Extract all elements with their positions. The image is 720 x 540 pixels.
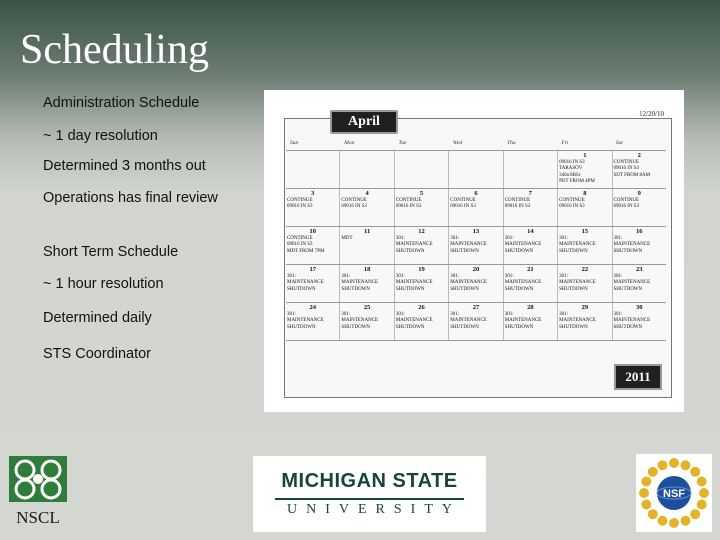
calendar-day-event: CONTINUE 09016 IN S3 bbox=[341, 198, 367, 210]
calendar-day-event: 301: MAINTENANCE SHUTDOWN bbox=[613, 312, 651, 330]
calendar-day-event: CONTINUE 09016 IN S3 bbox=[504, 198, 531, 210]
calendar-day-number: 8 bbox=[583, 190, 587, 197]
calendar-day-cell bbox=[286, 303, 339, 340]
calendar-day-cell bbox=[503, 189, 557, 226]
calendar-day-number: 11 bbox=[364, 228, 371, 235]
bullet-item: Operations has final review bbox=[43, 190, 218, 206]
calendar-day-cell bbox=[286, 265, 339, 302]
bullet-item: Administration Schedule bbox=[43, 95, 200, 111]
nsf-globe-icon bbox=[636, 454, 712, 532]
bullet-item: STS Coordinator bbox=[43, 346, 151, 362]
calendar-week-row bbox=[286, 302, 666, 340]
calendar-day-event: 301: MAINTENANCE SHUTDOWN bbox=[450, 312, 487, 330]
msu-logo-line2: UNIVERSITY bbox=[287, 502, 461, 517]
calendar-day-cell bbox=[448, 265, 502, 302]
calendar-day-event: MDT bbox=[341, 236, 353, 241]
calendar-day-event: CONTINUE 09016 IN S3 MDT FROM 7PM bbox=[287, 236, 325, 254]
weekday-header: Sat bbox=[615, 140, 623, 146]
calendar-day-cell bbox=[286, 227, 339, 264]
calendar-day-number: 28 bbox=[527, 304, 534, 311]
calendar-day-number: 6 bbox=[474, 190, 478, 197]
nscl-logo bbox=[9, 456, 67, 528]
calendar-day-number: 3 bbox=[311, 190, 315, 197]
calendar-day-cell bbox=[394, 189, 448, 226]
nsf-ray-icon bbox=[699, 488, 709, 498]
calendar-day-number: 16 bbox=[635, 228, 643, 235]
calendar-day-cell bbox=[286, 151, 339, 188]
calendar-day-cell bbox=[394, 303, 448, 340]
calendar-day-event: CONTINUE 09016 IN S3 bbox=[287, 198, 313, 210]
calendar-day-cell bbox=[612, 189, 666, 226]
msu-logo bbox=[253, 456, 486, 532]
calendar-day-event: 301: MAINTENANCE SHUTDOWN bbox=[395, 274, 433, 292]
calendar-week-row bbox=[286, 188, 666, 226]
calendar-day-number: 13 bbox=[472, 228, 480, 235]
weekday-header: Sun bbox=[290, 140, 299, 146]
calendar-day-cell bbox=[503, 227, 557, 264]
nsf-ray-icon bbox=[658, 516, 668, 526]
calendar-day-cell bbox=[503, 265, 557, 302]
nsf-logo bbox=[636, 454, 712, 532]
calendar-day-event: 301: MAINTENANCE SHUTDOWN bbox=[341, 312, 379, 330]
calendar-day-cell bbox=[448, 151, 502, 188]
calendar-day-event: CONTINUE 09016 IN S3 bbox=[613, 198, 640, 210]
nscl-swirl-icon bbox=[9, 456, 67, 528]
calendar-week-row bbox=[286, 264, 666, 302]
calendar-day-event: 301: MAINTENANCE SHUTDOWN bbox=[287, 274, 324, 292]
nsf-ray-icon bbox=[658, 460, 668, 470]
nsf-ray-icon bbox=[648, 509, 658, 519]
nsf-ray-icon bbox=[697, 500, 707, 510]
weekday-header: Mon bbox=[344, 140, 355, 146]
calendar-day-number: 9 bbox=[637, 190, 641, 197]
calendar-day-cell bbox=[339, 189, 393, 226]
weekday-header: Tue bbox=[398, 140, 407, 146]
calendar-day-number: 12 bbox=[418, 228, 425, 235]
calendar-day-number: 15 bbox=[581, 228, 589, 235]
calendar-day-number: 2 bbox=[637, 152, 641, 159]
calendar-day-cell bbox=[448, 227, 502, 264]
nsf-ray-icon bbox=[697, 477, 707, 487]
nsf-ray-icon bbox=[681, 516, 691, 526]
weekday-header-row bbox=[286, 140, 666, 150]
nsf-ray-icon bbox=[690, 467, 700, 477]
calendar-day-event: 09016 IN S3 TARASOV 340a 8BSc PDT FROM 4PM bbox=[559, 160, 595, 185]
calendar-day-number: 29 bbox=[581, 304, 589, 311]
nscl-logo-text: NSCL bbox=[16, 508, 60, 527]
calendar-day-event: 301: MAINTENANCE SHUTDOWN bbox=[504, 236, 542, 254]
calendar-day-event: 301: MAINTENANCE SHUTDOWN bbox=[395, 312, 433, 330]
calendar-day-event: 301: MAINTENANCE SHUTDOWN bbox=[504, 312, 542, 330]
nsf-ray-icon bbox=[641, 500, 651, 510]
calendar-day-event: 301: MAINTENANCE SHUTDOWN bbox=[559, 274, 596, 292]
calendar-day-cell bbox=[394, 151, 448, 188]
calendar-day-event: 301: MAINTENANCE SHUTDOWN bbox=[395, 236, 433, 254]
msu-logo-rule bbox=[275, 498, 464, 500]
calendar-day-event: CONTINUE 09016 IN S3 bbox=[450, 198, 476, 210]
nsf-ray-icon bbox=[648, 467, 658, 477]
calendar-day-number: 23 bbox=[635, 266, 643, 273]
calendar-day-number: 4 bbox=[365, 190, 369, 197]
calendar-day-cell bbox=[557, 151, 611, 188]
calendar-day-cell bbox=[448, 189, 502, 226]
calendar-day-event: 301: MAINTENANCE SHUTDOWN bbox=[287, 312, 324, 330]
calendar-day-cell bbox=[612, 227, 666, 264]
bullet-item: ~ 1 day resolution bbox=[43, 128, 158, 144]
calendar-day-cell bbox=[394, 265, 448, 302]
calendar-day-event: 301: MAINTENANCE SHUTDOWN bbox=[450, 236, 487, 254]
calendar-day-number: 19 bbox=[418, 266, 425, 273]
calendar-day-event: CONTINUE 09016 IN S3 SDT FROM 8AM bbox=[613, 160, 651, 178]
calendar-day-number: 24 bbox=[309, 304, 316, 311]
nsf-ray-icon bbox=[639, 488, 649, 498]
msu-logo-line1: MICHIGAN STATE bbox=[281, 470, 458, 492]
calendar-day-cell bbox=[286, 189, 339, 226]
bullet-item: Determined 3 months out bbox=[43, 158, 206, 174]
calendar-day-cell bbox=[557, 265, 611, 302]
calendar-day-cell bbox=[557, 189, 611, 226]
calendar-day-event: 301: MAINTENANCE SHUTDOWN bbox=[559, 236, 596, 254]
calendar-day-cell bbox=[503, 303, 557, 340]
calendar-bottom-rule bbox=[286, 340, 666, 341]
calendar-day-number: 30 bbox=[635, 304, 643, 311]
calendar-day-number: 18 bbox=[363, 266, 371, 273]
calendar-day-event: 301: MAINTENANCE SHUTDOWN bbox=[613, 274, 651, 292]
nsf-ray-icon bbox=[669, 518, 679, 528]
calendar-date-stamp: 12/20/10 bbox=[639, 110, 664, 118]
calendar-day-event: CONTINUE 09016 IN S3 bbox=[395, 198, 422, 210]
calendar-day-event: 301: MAINTENANCE SHUTDOWN bbox=[450, 274, 487, 292]
calendar-day-number: 10 bbox=[309, 228, 316, 235]
calendar-day-number: 27 bbox=[472, 304, 480, 311]
bullet-item: Short Term Schedule bbox=[43, 244, 179, 260]
bullet-item: Determined daily bbox=[43, 310, 152, 326]
calendar-day-number: 25 bbox=[363, 304, 371, 311]
calendar-day-number: 5 bbox=[419, 190, 424, 197]
calendar-day-cell bbox=[448, 303, 502, 340]
weekday-header: Fri bbox=[561, 140, 569, 146]
calendar-day-event: 301: MAINTENANCE SHUTDOWN bbox=[559, 312, 596, 330]
calendar-day-event: 301: MAINTENANCE SHUTDOWN bbox=[504, 274, 542, 292]
weekday-header: Thu bbox=[507, 140, 516, 146]
nsf-ray-icon bbox=[641, 477, 651, 487]
calendar-week-row bbox=[286, 226, 666, 264]
calendar-day-cell bbox=[339, 151, 393, 188]
nsf-logo-text: NSF bbox=[663, 488, 685, 500]
calendar-day-number: 14 bbox=[527, 228, 534, 235]
nsf-ray-icon bbox=[669, 458, 679, 468]
calendar-day-number: 20 bbox=[472, 266, 480, 273]
calendar-image bbox=[264, 90, 684, 412]
calendar-day-event: 301: MAINTENANCE SHUTDOWN bbox=[613, 236, 651, 254]
calendar-day-cell bbox=[557, 303, 611, 340]
calendar-day-cell bbox=[612, 303, 666, 340]
calendar-day-cell bbox=[503, 151, 557, 188]
calendar-day-number: 7 bbox=[528, 190, 533, 197]
calendar-day-number: 22 bbox=[581, 266, 589, 273]
calendar-day-cell bbox=[394, 227, 448, 264]
calendar-day-cell bbox=[612, 151, 666, 188]
calendar-day-number: 1 bbox=[583, 152, 587, 159]
calendar-day-number: 26 bbox=[418, 304, 425, 311]
calendar-day-cell bbox=[339, 303, 393, 340]
weekday-header: Wed bbox=[452, 140, 463, 146]
calendar-day-cell bbox=[339, 265, 393, 302]
calendar-month-label: April bbox=[330, 110, 398, 134]
calendar-year-label: 2011 bbox=[614, 364, 662, 390]
calendar-day-event: CONTINUE 09016 IN S3 bbox=[559, 198, 585, 210]
calendar-day-number: 17 bbox=[309, 266, 316, 273]
nsf-ray-icon bbox=[681, 460, 691, 470]
calendar-day-event: 301: MAINTENANCE SHUTDOWN bbox=[341, 274, 379, 292]
calendar-day-number: 21 bbox=[527, 266, 534, 273]
calendar-week-row bbox=[286, 150, 666, 188]
calendar-day-cell bbox=[557, 227, 611, 264]
calendar-day-cell bbox=[612, 265, 666, 302]
bullet-item: ~ 1 hour resolution bbox=[43, 276, 164, 292]
nsf-ray-icon bbox=[690, 509, 700, 519]
slide-title: Scheduling bbox=[20, 27, 209, 73]
calendar-grid bbox=[286, 140, 666, 341]
calendar-day-cell bbox=[339, 227, 393, 264]
